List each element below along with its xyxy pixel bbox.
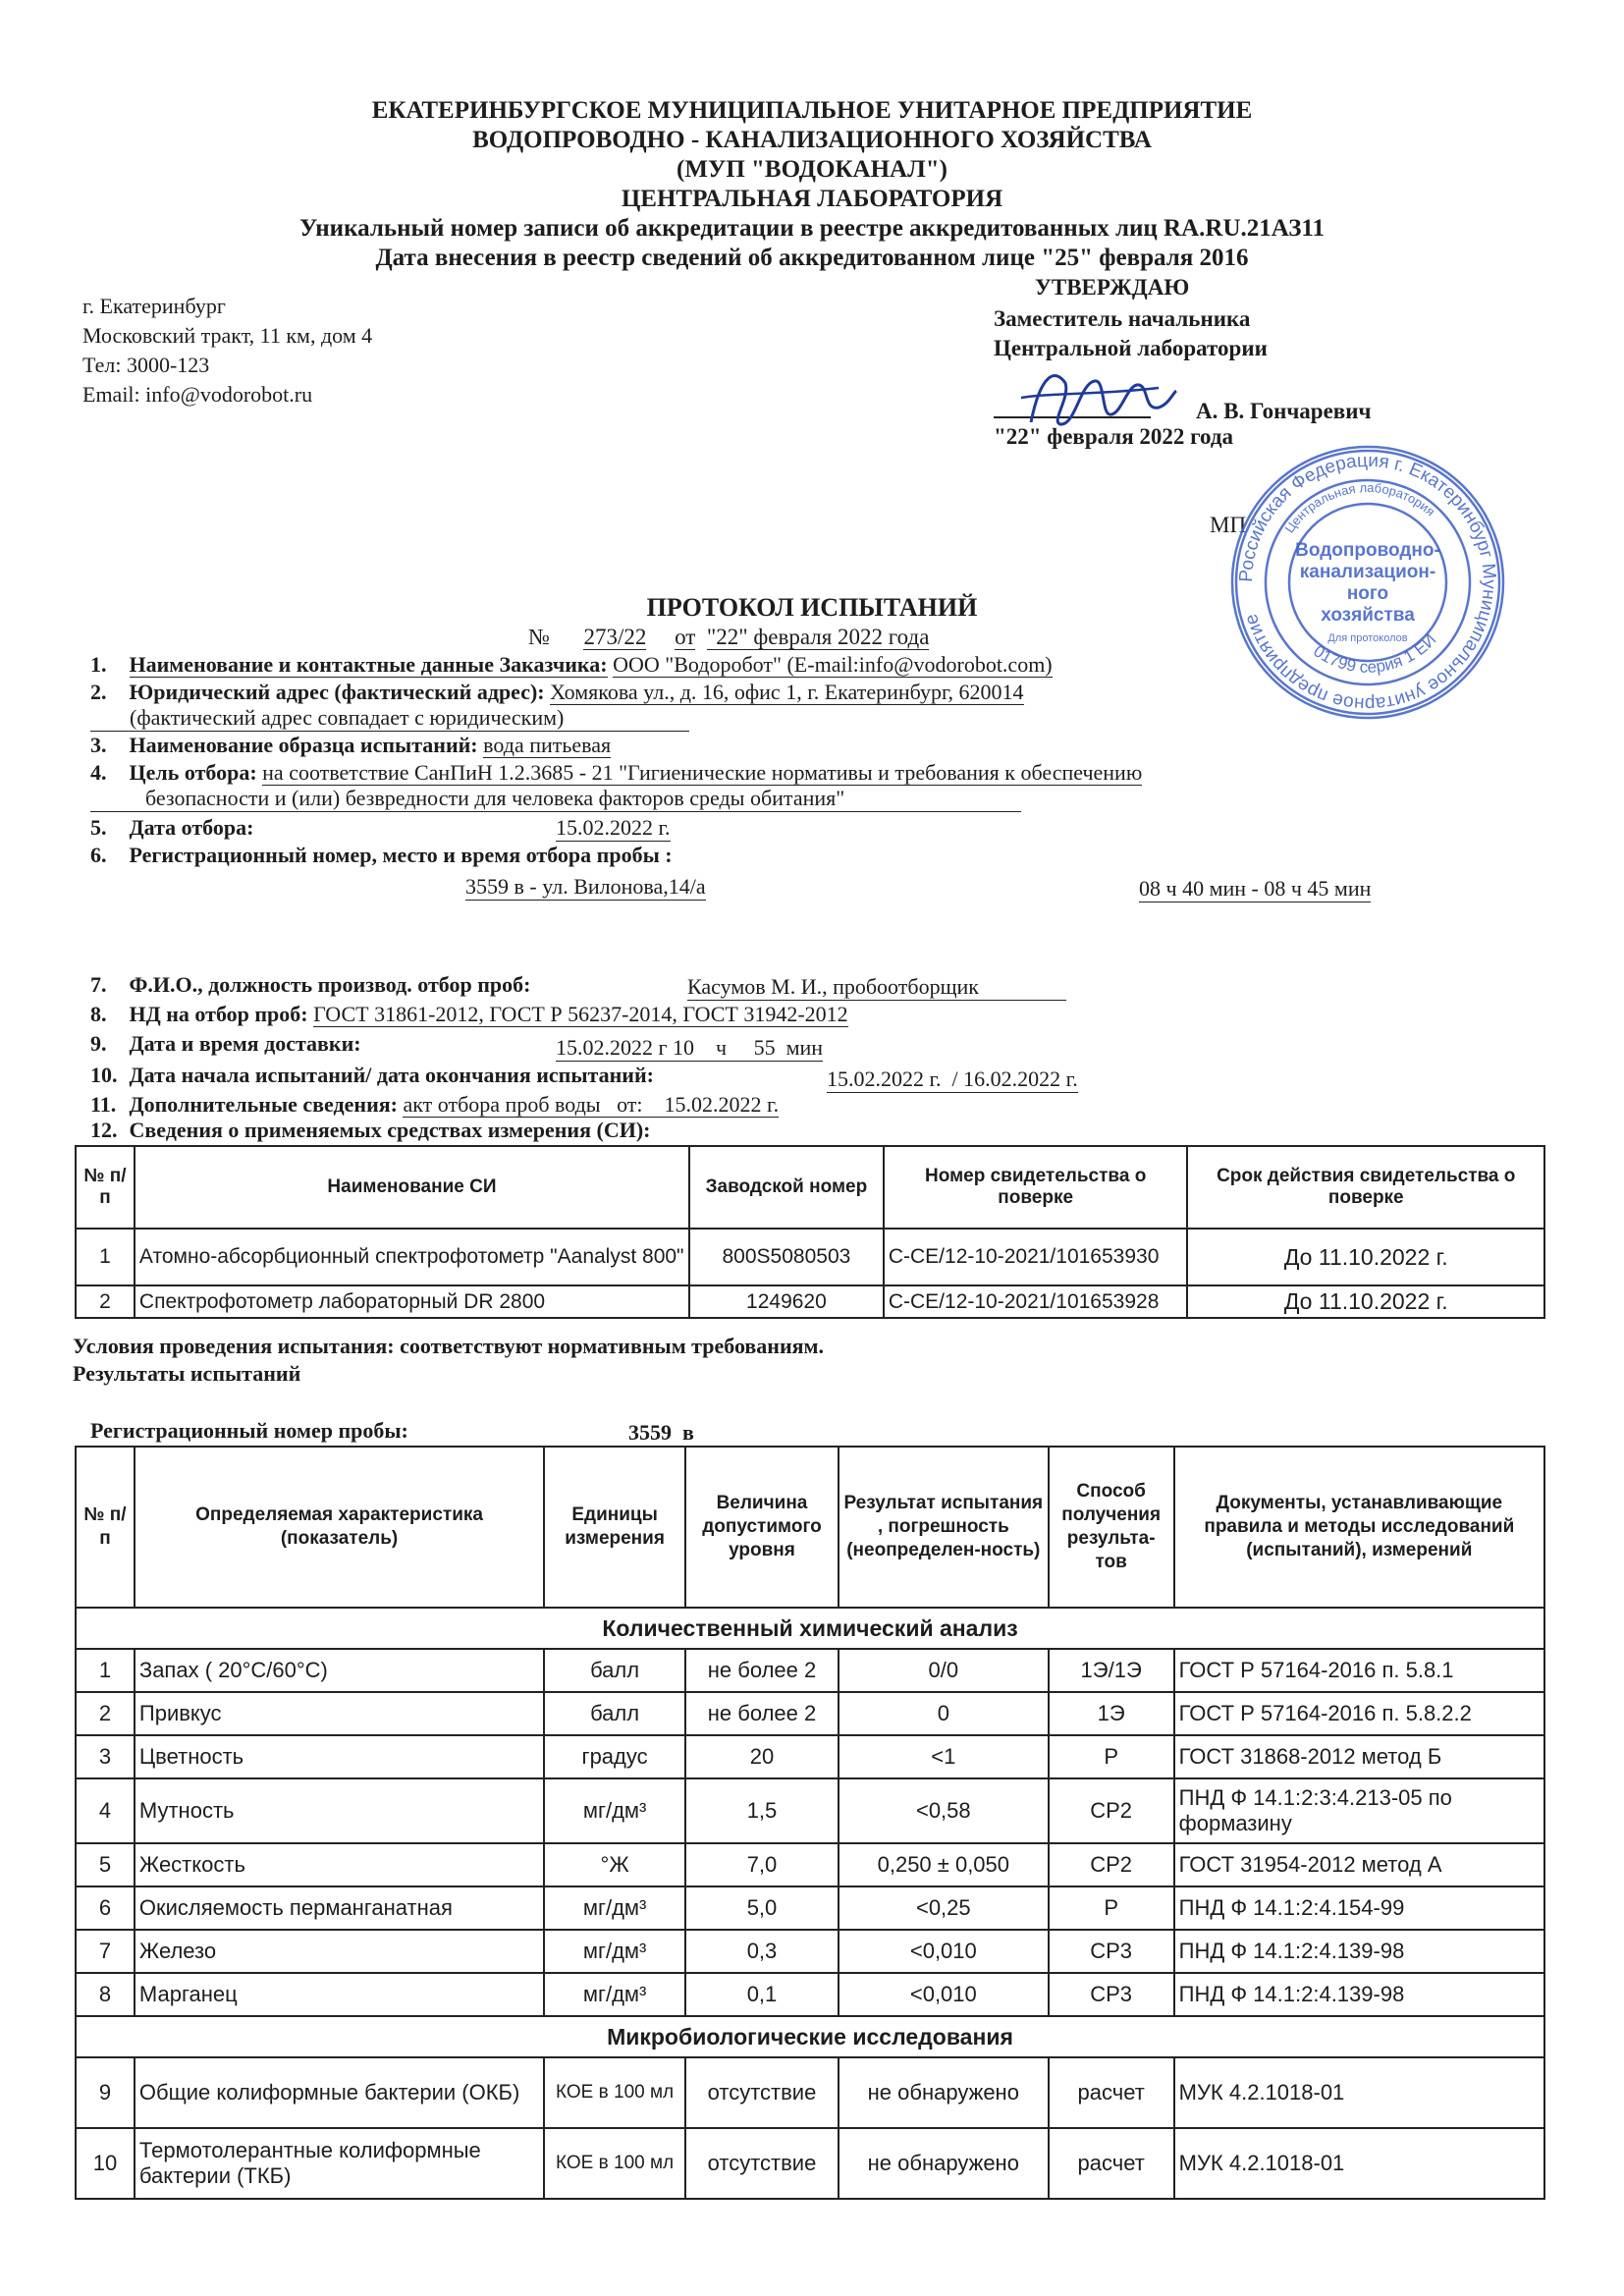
table-cell: КОЕ в 100 мл [544,2057,685,2128]
table-cell: градус [544,1735,685,1778]
org-name-line2: ВОДОПРОВОДНО - КАНАЛИЗАЦИОННОГО ХОЗЯЙСТВА [472,127,1152,153]
table-cell: ГОСТ 31868-2012 метод Б [1174,1735,1544,1778]
item-8: 8. НД на отбор проб: ГОСТ 31861-2012, ГОСТ Р 56237-2014, ГОСТ 31942-2012 [90,1002,848,1026]
sampler-name: Касумов М. И., пробоотборщик [687,974,1066,1001]
table-cell: расчет [1049,2128,1174,2199]
item-4-cont: безопасности и (или) безвредности для человека факторов среды обитания" [90,786,1021,812]
table-cell: балл [544,1692,685,1735]
table-cell: 0 [839,1692,1049,1735]
table-cell: <0,25 [839,1886,1049,1930]
item-2-note: (фактический адрес совпадает с юридическим) [90,705,689,732]
table-row [76,1649,1544,1692]
sample-reg-number: 3559 в [628,1420,694,1445]
table-row: 1 Атомно-абсорбционный спектрофотометр "Aanalyst 800" 800S5080503 С-СЕ/12-10-2021/101653930 До 11.10.2022 г. [76,1229,1544,1285]
table-cell: МУК 4.2.1018-01 [1174,2128,1544,2199]
org-short-name: (МУП "ВОДОКАНАЛ") [677,156,947,183]
table-cell: Марганец [135,1973,544,2016]
svg-text:канализацион-: канализацион- [1299,562,1436,582]
item-5: 5. Дата отбора: [90,815,254,840]
item-13: Условия проведения испытания: соответствуют нормативным требованиям. [73,1334,825,1358]
table-cell: отсутствие [685,2057,839,2128]
table-cell: мг/дм³ [544,1778,685,1843]
table-cell: 7 [76,1930,135,1973]
item-3: 3. Наименование образца испытаний: вода питьевая [90,733,612,757]
accreditation-date: Дата внесения в реестр сведений об аккредитованном лице "25" февраля 2016 [375,245,1249,271]
table-cell: ГОСТ Р 57164-2016 п. 5.8.2.2 [1174,1692,1544,1735]
protocol-number: 273/22 [583,625,647,649]
table-cell: Цветность [135,1735,544,1778]
table-cell: <1 [839,1735,1049,1778]
table-row: 2 Спектрофотометр лабораторный DR 2800 1249620 С-СЕ/12-10-2021/101653928 До 11.10.2022 г. [76,1285,1544,1318]
item-1: 1. Наименование и контактные данные Заказчика: ООО "Водоробот" (E-mail:info@vodorobot.com) [90,652,1053,677]
section-header-chemical: Количественный химический анализ [76,1608,1544,1649]
table-cell: Привкус [135,1692,544,1735]
table-row [76,1735,1544,1778]
table-cell: ПНД Ф 14.1:2:4.139-98 [1174,1930,1544,1973]
table-cell: 9 [76,2057,135,2128]
table-cell: мг/дм³ [544,1973,685,2016]
table-cell: Термотолерантные колиформные бактерии (ТКБ) [135,2128,544,2199]
table-cell: <0,010 [839,1973,1049,2016]
table-cell: 0,250 ± 0,050 [839,1843,1049,1886]
delivery-datetime: 15.02.2022 г 10 ч 55 мин [556,1035,824,1060]
item-7: 7. Ф.И.О., должность производ. отбор проб: [90,972,531,997]
table-cell: Жесткость [135,1843,544,1886]
address-street: Московский тракт, 11 км, дом 4 [82,323,373,348]
item-4: 4. Цель отбора: на соответствие СанПиН 1.2.3685 - 21 "Гигиенические нормативы и требования к обеспечению [90,760,1143,785]
measuring-instruments-table [75,1145,1545,1319]
table-cell: ПНД Ф 14.1:2:4.139-98 [1174,1973,1544,2016]
table-cell: балл [544,1649,685,1692]
table-row [76,1843,1544,1886]
table-row [76,2057,1544,2128]
organization-stamp [1225,440,1510,725]
table-cell: <0,58 [839,1778,1049,1843]
approval-title: УТВЕРЖДАЮ [1035,275,1190,300]
table-cell: не обнаружено [839,2057,1049,2128]
item-6: 6. Регистрационный номер, место и время отбора пробы : [90,843,673,867]
table-cell: 6 [76,1886,135,1930]
item-11: 11. Дополнительные сведения: акт отбора проб воды от: 15.02.2022 г. [90,1092,780,1117]
table-cell: 1Э [1049,1692,1174,1735]
address-city: г. Екатеринбург [82,294,226,318]
approval-position1: Заместитель начальника [994,306,1251,331]
table-cell: Железо [135,1930,544,1973]
approval-date: "22" февраля 2022 года [994,424,1234,449]
table-cell: 0/0 [839,1649,1049,1692]
table-cell: 4 [76,1778,135,1843]
table-row [76,1973,1544,2016]
protocol-number-line: № 273/22 от "22" февраля 2022 года [528,625,930,649]
table-cell: расчет [1049,2057,1174,2128]
table-cell: 2 [76,1692,135,1735]
accreditation-number: Уникальный номер записи об аккредитации в реестре аккредитованных лиц RA.RU.21АЗ11 [298,215,1326,242]
table-cell: не более 2 [685,1649,839,1692]
address-phone: Тел: 3000-123 [82,353,210,377]
table-cell: 20 [685,1735,839,1778]
table-cell: не более 2 [685,1692,839,1735]
svg-text:01799 серия 1 ЕИ: 01799 серия 1 ЕИ [1310,629,1440,677]
item-12: 12. Сведения о применяемых средствах измерения (СИ): [90,1118,651,1142]
table-cell: ГОСТ Р 57164-2016 п. 5.8.1 [1174,1649,1544,1692]
table-cell: мг/дм³ [544,1886,685,1930]
item-9: 9. Дата и время доставки: [90,1031,361,1056]
table-cell: СР3 [1049,1930,1174,1973]
table-cell: КОЕ в 100 мл [544,2128,685,2199]
section-header-microbiology: Микробиологические исследования [76,2016,1544,2057]
item-10: 10. Дата начала испытаний/ дата окончания испытаний: [90,1063,654,1087]
org-name-line1: ЕКАТЕРИНБУРГСКОЕ МУНИЦИПАЛЬНОЕ УНИТАРНОЕ ПРЕДПРИЯТИЕ [371,97,1253,124]
results-table-header: № п/п Определяемая характеристика (показатель) Единицы измерения Величина допустимого уровня Результат испытания , погрешность (неопределен-ность) Способ получения результа-тов Документы, устанавливающие правила и методы исследований (испытаний), измерений [76,1447,1544,1608]
svg-text:Российская Федерация г. Екатер: Российская Федерация г. Екатеринбург Муниципальное унитарное предприятие [1235,450,1500,715]
table-cell: Общие колиформные бактерии (ОКБ) [135,2057,544,2128]
table-cell: 5,0 [685,1886,839,1930]
table-cell: Р [1049,1735,1174,1778]
table-cell: 1 [76,1649,135,1692]
table-row [76,2128,1544,2199]
table-row [76,1886,1544,1930]
svg-text:Центральная лаборатория: Центральная лаборатория [1281,479,1438,536]
table-cell: 7,0 [685,1843,839,1886]
table-cell: ПНД Ф 14.1:2:4.154-99 [1174,1886,1544,1930]
table-cell: °Ж [544,1843,685,1886]
table-row [76,1778,1544,1843]
table-cell: ПНД Ф 14.1:2:3:4.213-05 по формазину [1174,1778,1544,1843]
sample-time: 08 ч 40 мин - 08 ч 45 мин [1139,876,1372,901]
table-cell: Мутность [135,1778,544,1843]
sample-place: 3559 в - ул. Вилонова,14/а [465,874,706,899]
results-table [75,1446,1545,2200]
table-cell: 1,5 [685,1778,839,1843]
svg-text:Для протоколов: Для протоколов [1327,632,1408,644]
table-row [76,1930,1544,1973]
table-row [76,1692,1544,1735]
table-cell: отсутствие [685,2128,839,2199]
table-cell: Окисляемость перманганатная [135,1886,544,1930]
table-cell: 0,1 [685,1973,839,2016]
table-cell: МУК 4.2.1018-01 [1174,2057,1544,2128]
table-cell: СР3 [1049,1973,1174,2016]
protocol-date: "22" февраля 2022 года [706,625,930,649]
table-cell: Запах ( 20°С/60°С) [135,1649,544,1692]
table-cell: СР2 [1049,1778,1174,1843]
table-cell: Р [1049,1886,1174,1930]
table-cell: 0,3 [685,1930,839,1973]
table-cell: 10 [76,2128,135,2199]
si-table-header: № п/п Наименование СИ Заводской номер Номер свидетельства о поверке Срок действия свидетельства о поверке [76,1146,1544,1229]
address-email: Email: info@vodorobot.ru [82,382,313,407]
sample-reg-label: Регистрационный номер пробы: [90,1418,408,1443]
table-cell: 3 [76,1735,135,1778]
item-2: 2. Юридический адрес (фактический адрес): Хомякова ул., д. 16, офис 1, г. Екатеринбург, 620014 [90,680,1024,704]
mp-label: МП [1210,513,1247,537]
svg-text:Водопроводно-: Водопроводно- [1295,540,1440,561]
svg-text:ного: ного [1346,583,1389,604]
protocol-title: ПРОТОКОЛ ИСПЫТАНИЙ [646,593,978,622]
table-cell: мг/дм³ [544,1930,685,1973]
table-cell: СР2 [1049,1843,1174,1886]
table-cell: <0,010 [839,1930,1049,1973]
approver-name: А. В. Гончаревич [1196,399,1372,423]
svg-text:хозяйства: хозяйства [1321,605,1415,626]
table-cell: 1Э/1Э [1049,1649,1174,1692]
table-cell: ГОСТ 31954-2012 метод А [1174,1843,1544,1886]
table-cell: не обнаружено [839,2128,1049,2199]
table-cell: 5 [76,1843,135,1886]
sampling-date: 15.02.2022 г. [556,815,671,840]
approval-position2: Центральной лаборатории [994,336,1268,360]
table-cell: 8 [76,1973,135,2016]
test-dates: 15.02.2022 г. / 16.02.2022 г. [827,1066,1078,1091]
item-14: Результаты испытаний [73,1361,301,1386]
lab-name: ЦЕНТРАЛЬНАЯ ЛАБОРАТОРИЯ [621,186,1003,212]
